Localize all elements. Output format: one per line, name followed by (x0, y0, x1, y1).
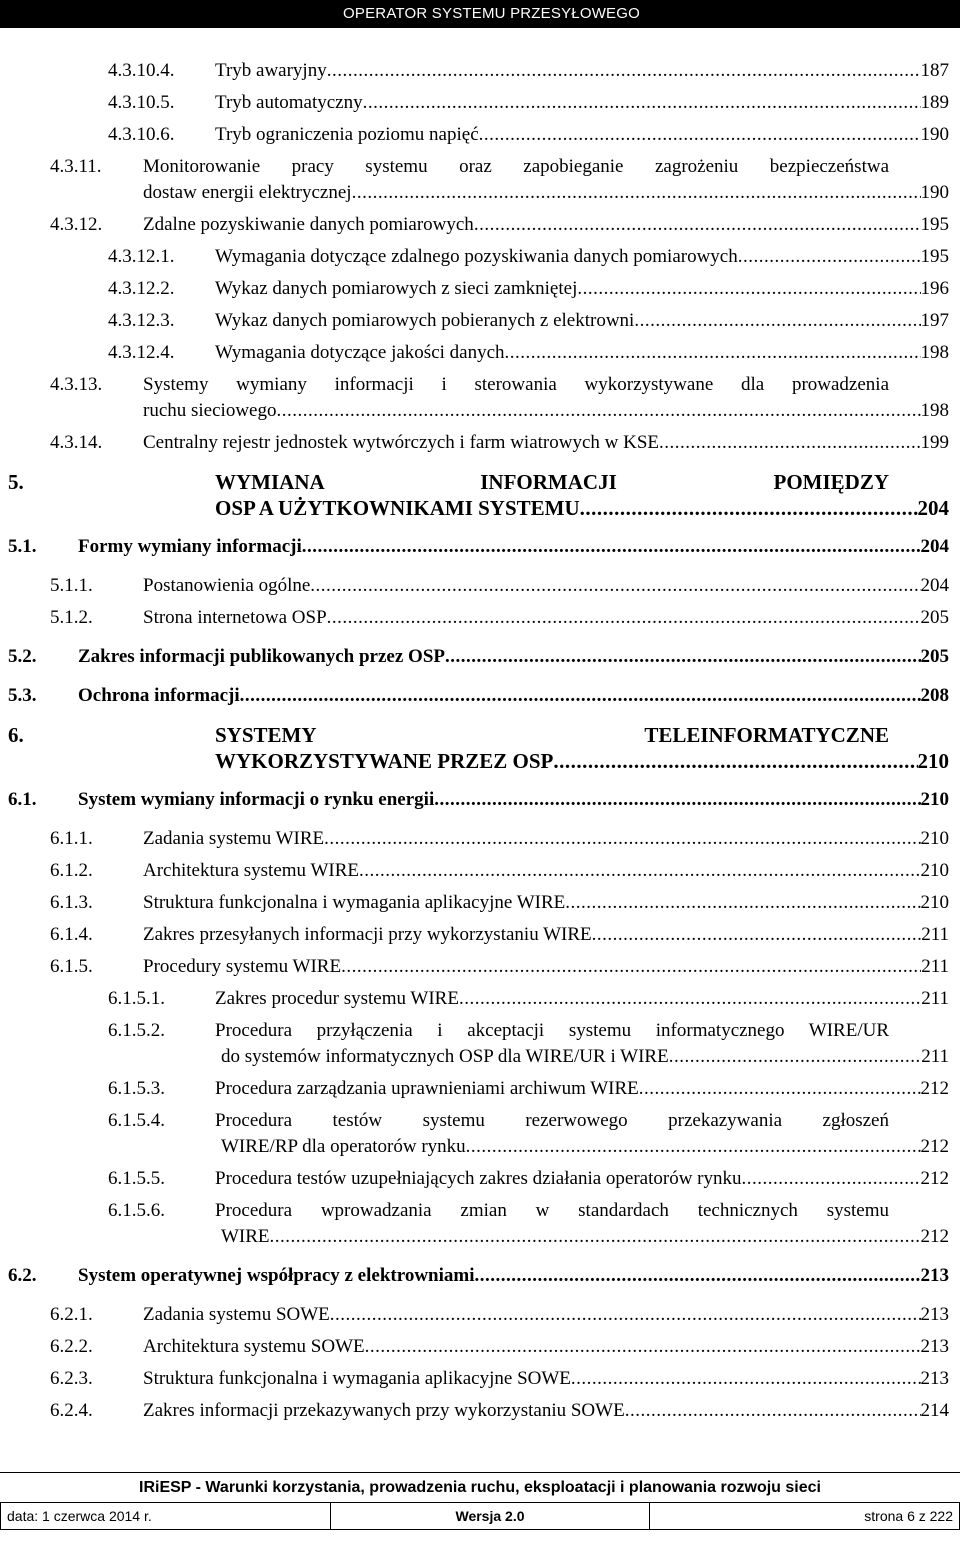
toc-page-number: 195 (920, 214, 949, 235)
toc-number: 4.3.10.6. (108, 124, 175, 145)
toc-leader-dots (592, 922, 922, 948)
toc-entry[interactable] (0, 683, 960, 709)
toc-page-number: 211 (921, 956, 949, 977)
toc-number: 6.2.4. (50, 1400, 93, 1421)
toc-leader-dots (580, 495, 918, 521)
toc-leader-dots (434, 787, 920, 813)
toc-page-number: 213 (920, 1336, 949, 1357)
toc-text-first-line: Procedura przyłączenia i akceptacji systemu informatycznego WIRE/UR (215, 1020, 889, 1041)
toc-leader-dots (302, 534, 921, 560)
toc-number: 4.3.12.1. (108, 246, 175, 267)
toc-number: 6.1.5.3. (108, 1078, 165, 1099)
toc-text: Zakres informacji przekazywanych przy wykorzystaniu SOWE (143, 1400, 625, 1421)
toc-leader-dots (365, 1334, 921, 1360)
toc-entry[interactable] (0, 986, 960, 1012)
toc-number: 5. (8, 470, 24, 494)
toc-leader-dots (634, 308, 920, 334)
toc-leader-dots (565, 890, 920, 916)
toc-leader-dots (479, 122, 921, 148)
toc-page-number: 213 (920, 1368, 949, 1389)
toc-text: Centralny rejestr jednostek wytwórczych i farm wiatrowych w KSE (143, 432, 660, 453)
toc-number: 6.2. (8, 1265, 37, 1286)
toc-number: 4.3.10.4. (108, 60, 175, 81)
toc-number: 6.1.5.2. (108, 1020, 165, 1041)
toc-page-number: 190 (920, 182, 949, 203)
toc-leader-dots (553, 748, 917, 774)
toc-page-number: 197 (920, 310, 949, 331)
toc-text: OSP A UŻYTKOWNIKAMI SYSTEMU (215, 496, 580, 520)
toc-page-number: 189 (920, 92, 949, 113)
toc-page-number: 210 (920, 892, 949, 913)
toc-page-number: 212 (920, 1136, 949, 1157)
toc-entry[interactable] (0, 1198, 960, 1250)
toc-number: 6.2.2. (50, 1336, 93, 1357)
toc-leader-dots (270, 1224, 921, 1250)
toc-page-number: 210 (917, 749, 949, 773)
toc-number: 5.2. (8, 646, 37, 667)
toc-entry[interactable] (0, 534, 960, 560)
toc-page-number: 210 (920, 828, 949, 849)
toc-leader-dots (625, 1398, 921, 1424)
toc-number: 4.3.12.4. (108, 342, 175, 363)
toc-leader-dots (324, 826, 920, 852)
toc-leader-dots (639, 1076, 921, 1102)
toc-number: 6.1.2. (50, 860, 93, 881)
toc-entry[interactable] (0, 90, 960, 116)
toc-text-first-line: WYMIANA INFORMACJI POMIĘDZY (215, 470, 889, 494)
toc-leader-dots (359, 858, 921, 884)
toc-text: Struktura funkcjonalna i wymagania aplikacyjne WIRE (143, 892, 566, 913)
toc-number: 6.1.1. (50, 828, 93, 849)
toc-leader-dots (276, 398, 920, 424)
toc-entry[interactable] (0, 1166, 960, 1192)
toc-page-number: 210 (920, 860, 949, 881)
toc-number: 5.1.1. (50, 575, 93, 596)
toc-leader-dots (742, 1166, 921, 1192)
footer-version: Wersja 2.0 (330, 1503, 650, 1529)
toc-entry[interactable] (0, 276, 960, 302)
toc-entry[interactable] (0, 154, 960, 206)
toc-entry[interactable] (0, 1302, 960, 1328)
toc-number: 6.2.1. (50, 1304, 93, 1325)
toc-entry[interactable] (0, 722, 960, 774)
toc-page-number: 210 (920, 789, 949, 810)
footer-date: data: 1 czerwca 2014 r. (0, 1503, 330, 1529)
toc-number: 6.1. (8, 789, 37, 810)
toc-number: 5.1.2. (50, 607, 93, 628)
toc-number: 6.1.5.1. (108, 988, 165, 1009)
toc-entry[interactable] (0, 954, 960, 980)
toc-number: 4.3.14. (50, 432, 103, 453)
toc-entry[interactable] (0, 1108, 960, 1160)
toc-entry[interactable] (0, 212, 960, 238)
toc-page-number: 204 (920, 536, 949, 557)
toc-page-number: 212 (920, 1078, 949, 1099)
toc-number: 6.1.3. (50, 892, 93, 913)
toc-text: Procedura testów uzupełniających zakres działania operatorów rynku (215, 1168, 742, 1189)
toc-entry[interactable] (0, 1076, 960, 1102)
toc-text: Tryb automatyczny (215, 92, 363, 113)
toc-leader-dots (352, 180, 921, 206)
toc-text: ruchu sieciowego (143, 400, 277, 421)
toc-text: WIRE/RP dla operatorów rynku (221, 1136, 466, 1157)
toc-number: 5.1. (8, 536, 37, 557)
toc-entry[interactable] (0, 1018, 960, 1070)
toc-number: 4.3.12. (50, 214, 103, 235)
toc-page-number: 190 (920, 124, 949, 145)
toc-entry[interactable] (0, 573, 960, 599)
toc-leader-dots (505, 340, 921, 366)
toc-text-first-line: Monitorowanie pracy systemu oraz zapobieganie zagrożeniu bezpieczeństwa (143, 156, 889, 177)
toc-number: 4.3.13. (50, 374, 103, 395)
toc-text: System operatywnej współpracy z elektrowniami (78, 1265, 475, 1286)
toc-text: Strona internetowa OSP (143, 607, 327, 628)
toc-entry[interactable] (0, 1334, 960, 1360)
toc-text: System wymiany informacji o rynku energii (78, 789, 435, 810)
toc-text: Tryb awaryjny (215, 60, 327, 81)
toc-leader-dots (474, 212, 921, 238)
toc-entry[interactable] (0, 922, 960, 948)
toc-leader-dots (571, 1366, 921, 1392)
toc-entry[interactable] (0, 1366, 960, 1392)
toc-page-number: 196 (920, 278, 949, 299)
toc-text: Architektura systemu WIRE (143, 860, 359, 881)
toc-text: Zadania systemu SOWE (143, 1304, 330, 1325)
toc-text: Wymagania dotyczące jakości danych (215, 342, 505, 363)
toc-entry[interactable] (0, 1263, 960, 1289)
toc-leader-dots (327, 58, 921, 84)
toc-text: WIRE (221, 1226, 270, 1247)
toc-leader-dots (475, 1263, 921, 1289)
toc-leader-dots (327, 605, 921, 631)
toc-leader-dots (738, 244, 921, 270)
toc-text: Procedura zarządzania uprawnieniami archiwum WIRE (215, 1078, 639, 1099)
toc-text: Zadania systemu WIRE (143, 828, 325, 849)
toc-number: 4.3.12.2. (108, 278, 175, 299)
toc-text: Wymagania dotyczące zdalnego pozyskiwania danych pomiarowych (215, 246, 738, 267)
toc-text: Tryb ograniczenia poziomu napięć (215, 124, 479, 145)
toc-leader-dots (445, 644, 921, 670)
toc-entry[interactable] (0, 122, 960, 148)
toc-text: Architektura systemu SOWE (143, 1336, 365, 1357)
table-of-contents (0, 58, 960, 1424)
toc-page-number: 213 (920, 1265, 949, 1286)
toc-page-number: 211 (921, 1046, 949, 1067)
toc-text-first-line: Procedura testów systemu rezerwowego przekazywania zgłoszeń (215, 1110, 889, 1131)
toc-text: Zakres przesyłanych informacji przy wykorzystaniu WIRE (143, 924, 592, 945)
toc-entry[interactable] (0, 644, 960, 670)
toc-text: Formy wymiany informacji (78, 536, 302, 557)
toc-leader-dots (240, 683, 921, 709)
toc-text: Zakres procedur systemu WIRE (215, 988, 459, 1009)
toc-entry[interactable] (0, 372, 960, 424)
toc-page-number: 208 (920, 685, 949, 706)
toc-page-number: 205 (920, 646, 949, 667)
toc-text-first-line: Systemy wymiany informacji i sterowania wykorzystywane dla prowadzenia (143, 374, 889, 395)
toc-entry[interactable] (0, 858, 960, 884)
toc-number: 4.3.11. (50, 156, 102, 177)
toc-entry[interactable] (0, 787, 960, 813)
toc-leader-dots (659, 430, 920, 456)
toc-text: Procedury systemu WIRE (143, 956, 342, 977)
toc-page-number: 195 (920, 246, 949, 267)
toc-text: Ochrona informacji (78, 685, 240, 706)
toc-text: Postanowienia ogólne (143, 575, 311, 596)
toc-entry[interactable] (0, 469, 960, 521)
toc-page-number: 204 (920, 575, 949, 596)
toc-text: Struktura funkcjonalna i wymagania aplikacyjne SOWE (143, 1368, 571, 1389)
toc-entry[interactable] (0, 340, 960, 366)
toc-leader-dots (466, 1134, 921, 1160)
toc-text: Wykaz danych pomiarowych z sieci zamkniętej (215, 278, 578, 299)
toc-text: Zdalne pozyskiwanie danych pomiarowych (143, 214, 474, 235)
toc-page-number: 205 (920, 607, 949, 628)
toc-page-number: 214 (920, 1400, 949, 1421)
toc-leader-dots (330, 1302, 921, 1328)
toc-text: WYKORZYSTYWANE PRZEZ OSP (215, 749, 554, 773)
toc-number: 6.1.4. (50, 924, 93, 945)
toc-entry[interactable] (0, 58, 960, 84)
toc-number: 5.3. (8, 685, 37, 706)
document-header (0, 0, 960, 28)
toc-number: 6. (8, 723, 24, 747)
toc-text: dostaw energii elektrycznej (143, 182, 352, 203)
footer-title: IRiESP - Warunki korzystania, prowadzenia ruchu, eksploatacji i planowania rozwoju sieci (0, 1472, 960, 1502)
toc-text: do systemów informatycznych OSP dla WIRE/UR i WIRE (221, 1046, 669, 1067)
toc-entry[interactable] (0, 244, 960, 270)
toc-leader-dots (459, 986, 921, 1012)
footer-row (0, 1502, 960, 1530)
toc-page-number: 211 (921, 924, 949, 945)
toc-page-number: 187 (920, 60, 949, 81)
toc-page-number: 213 (920, 1304, 949, 1325)
toc-number: 6.2.3. (50, 1368, 93, 1389)
toc-text: Wykaz danych pomiarowych pobieranych z elektrowni (215, 310, 635, 331)
toc-entry[interactable] (0, 1398, 960, 1424)
toc-entry[interactable] (0, 890, 960, 916)
toc-page-number: 211 (921, 988, 949, 1009)
toc-leader-dots (577, 276, 920, 302)
toc-leader-dots (669, 1044, 922, 1070)
toc-page-number: 212 (920, 1168, 949, 1189)
toc-leader-dots (310, 573, 920, 599)
toc-page-number: 198 (920, 400, 949, 421)
toc-text-first-line: Procedura wprowadzania zmian w standardach technicznych systemu (215, 1200, 889, 1221)
toc-entry[interactable] (0, 605, 960, 631)
toc-entry[interactable] (0, 430, 960, 456)
toc-number: 6.1.5.6. (108, 1200, 165, 1221)
toc-leader-dots (363, 90, 921, 116)
toc-number: 4.3.12.3. (108, 310, 175, 331)
toc-page-number: 204 (917, 496, 949, 520)
toc-number: 6.1.5.5. (108, 1168, 165, 1189)
toc-leader-dots (341, 954, 921, 980)
header-title: OPERATOR SYSTEMU PRZESYŁOWEGO (343, 5, 640, 22)
footer-page-number: strona 6 z 222 (650, 1503, 960, 1529)
toc-number: 6.1.5.4. (108, 1110, 165, 1131)
toc-entry[interactable] (0, 826, 960, 852)
toc-page-number: 198 (920, 342, 949, 363)
toc-page-number: 212 (920, 1226, 949, 1247)
toc-text-first-line: SYSTEMY TELEINFORMATYCZNE (215, 723, 889, 747)
toc-text: Zakres informacji publikowanych przez OSP (78, 646, 445, 667)
toc-number: 6.1.5. (50, 956, 93, 977)
toc-page-number: 199 (920, 432, 949, 453)
toc-number: 4.3.10.5. (108, 92, 175, 113)
toc-entry[interactable] (0, 308, 960, 334)
